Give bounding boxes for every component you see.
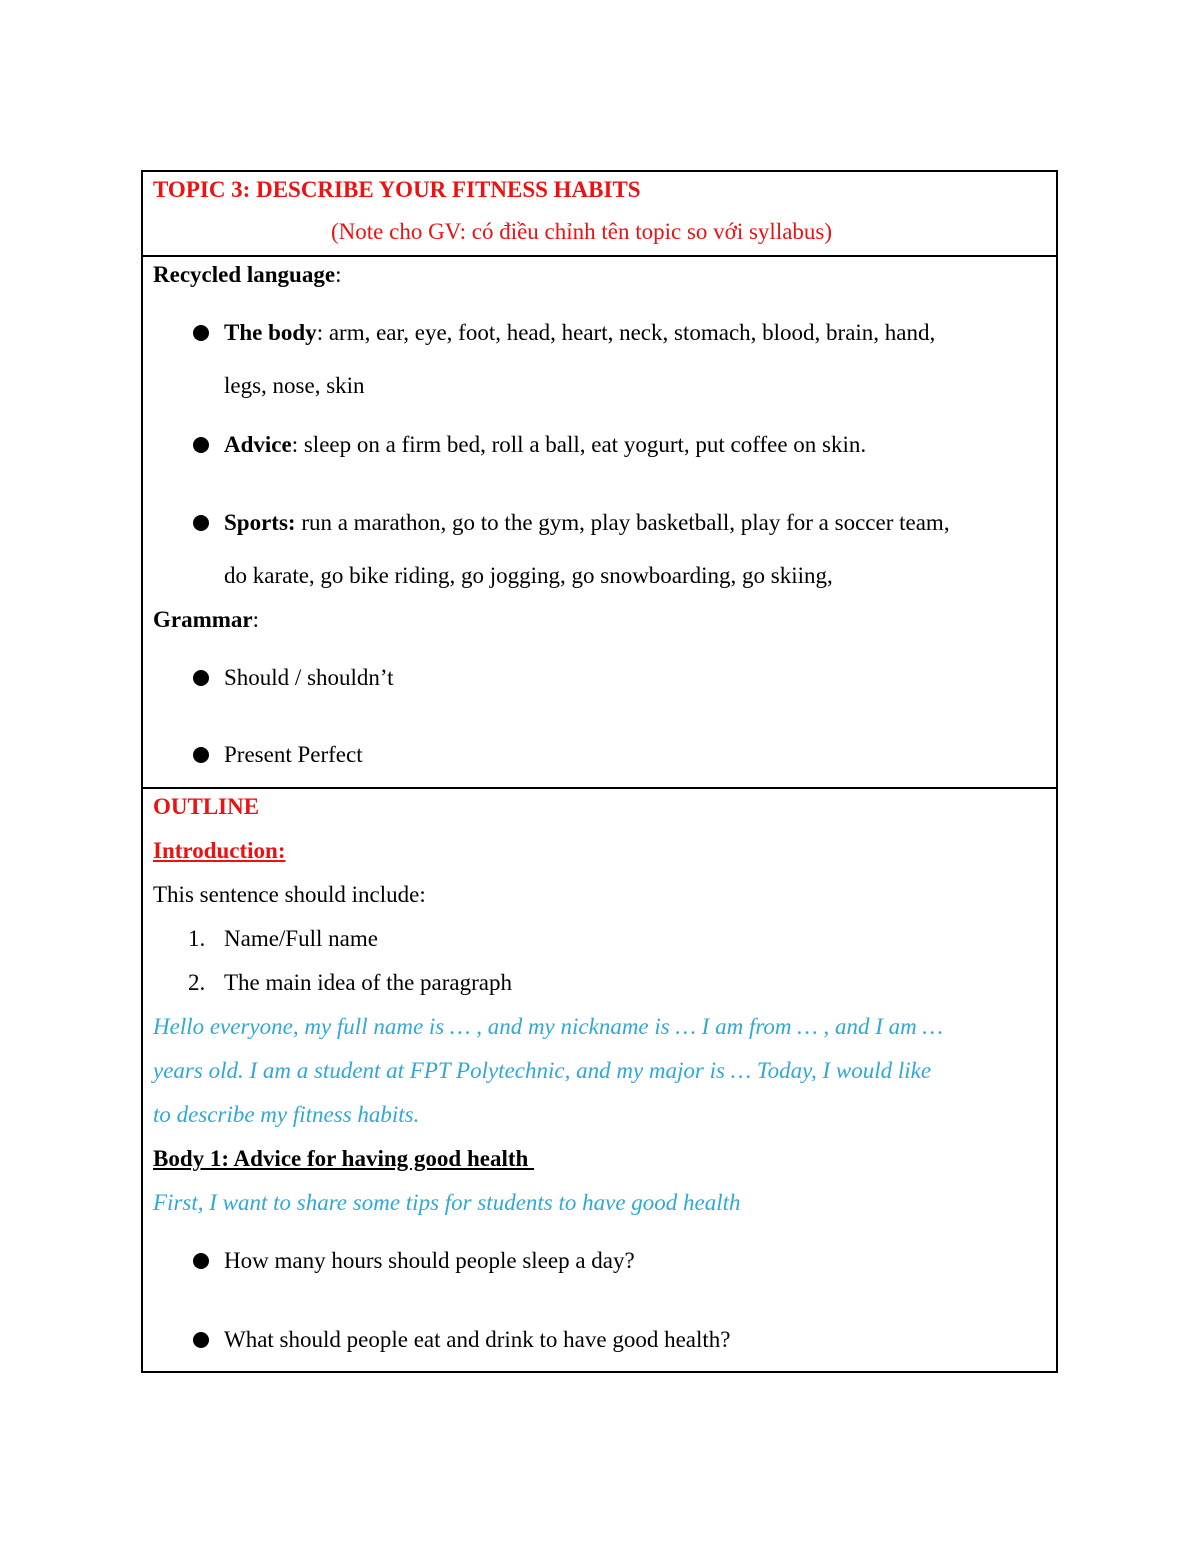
sports-vocab-line-2: do karate, go bike riding, go jogging, go snowboarding, go skiing, <box>224 563 833 588</box>
bullet-icon <box>193 437 209 453</box>
bullet-icon <box>193 670 209 686</box>
outline-cell <box>143 789 1056 1371</box>
grammar-heading <box>153 608 259 631</box>
topic-title: TOPIC 3: DESCRIBE YOUR FITNESS HABITS <box>153 177 641 202</box>
body-vocab-sep: : <box>316 320 324 345</box>
advice-vocab-sep: : <box>291 432 299 457</box>
advice-vocab-label: Advice <box>224 432 292 457</box>
body-vocab-text: arm, ear, eye, foot, head, heart, neck, stomach, blood, brain, hand, <box>323 320 936 345</box>
teacher-note: (Note cho GV: có điều chỉnh tên topic so với syllabus) <box>331 219 833 244</box>
list-number: 2. <box>188 970 206 995</box>
bullet-icon <box>193 1253 209 1269</box>
topic-header-cell <box>143 172 1056 257</box>
sports-vocab-label: Sports: <box>224 510 296 535</box>
body-vocab-line-1 <box>224 321 935 344</box>
intro-lead: This sentence should include: <box>153 882 426 907</box>
intro-list-item: The main idea of the paragraph <box>224 970 513 995</box>
body1-question: What should people eat and drink to have good health? <box>224 1327 731 1352</box>
bullet-icon <box>193 747 209 763</box>
outline-heading: OUTLINE <box>153 794 260 819</box>
introduction-heading: Introduction: <box>153 838 286 863</box>
intro-sample-line: Hello everyone, my full name is … , and my nickname is … I am from … , and I am … <box>153 1014 943 1039</box>
recycled-language-heading <box>153 263 341 286</box>
grammar-label: Grammar <box>153 607 253 632</box>
advice-vocab-line <box>224 433 866 456</box>
intro-sample-line: to describe my fitness habits. <box>153 1102 420 1127</box>
advice-vocab-text: sleep on a firm bed, roll a ball, eat yogurt, put coffee on skin. <box>298 432 867 457</box>
bullet-icon <box>193 325 209 341</box>
grammar-colon: : <box>252 607 260 632</box>
bullet-icon <box>193 515 209 531</box>
recycled-language-colon: : <box>335 262 342 287</box>
bullet-icon <box>193 1332 209 1348</box>
language-cell <box>143 257 1056 789</box>
body1-heading: Body 1: Advice for having good health <box>153 1146 535 1171</box>
body-vocab-line-2: legs, nose, skin <box>224 373 365 398</box>
list-number: 1. <box>188 926 206 951</box>
topic-table <box>141 170 1058 1373</box>
body1-sample: First, I want to share some tips for students to have good health <box>153 1190 741 1215</box>
recycled-language-label: Recycled language <box>153 262 336 287</box>
body1-question: How many hours should people sleep a day? <box>224 1248 635 1273</box>
intro-list-item: Name/Full name <box>224 926 378 951</box>
body-vocab-label: The body <box>224 320 317 345</box>
grammar-item: Should / shouldn’t <box>224 665 394 690</box>
sports-vocab-line-1 <box>224 511 950 534</box>
sports-vocab-text: run a marathon, go to the gym, play basketball, play for a soccer team, <box>295 510 950 535</box>
intro-sample-line: years old. I am a student at FPT Polytechnic, and my major is … Today, I would like <box>153 1058 932 1083</box>
grammar-item: Present Perfect <box>224 742 363 767</box>
